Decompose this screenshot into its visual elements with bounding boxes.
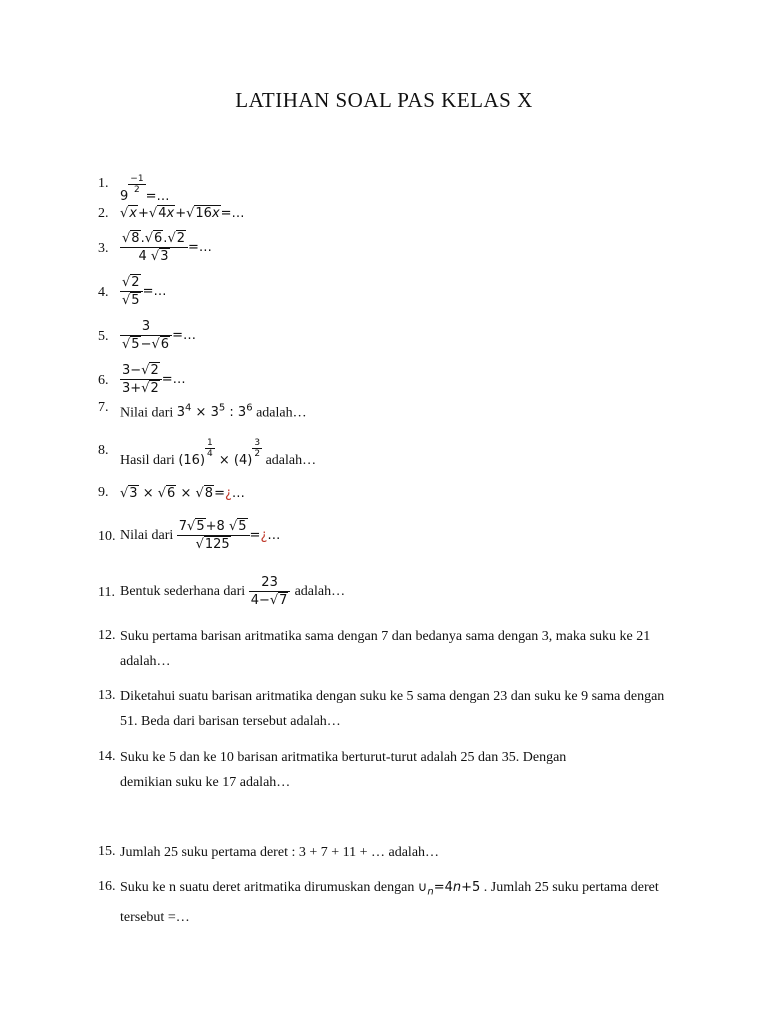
math-numerator: −1 <box>130 174 144 184</box>
sqrt-4x: √4x <box>148 206 175 221</box>
math-numerator: 3−√2 <box>122 363 159 378</box>
question-number: 16. <box>98 879 116 894</box>
question-text: Suku pertama barisan aritmatika sama dengan 7 dan bedanya sama dengan 3, maka suku ke 21 adalah… <box>120 629 651 669</box>
question-number: 13. <box>98 688 116 703</box>
math-expression: $\cup_n=4n+5$ <box>417 880 481 898</box>
math-denominator: √125 <box>177 535 250 553</box>
question-text-tail: . Jumlah 25 suku pertama deret tersebut =… <box>120 880 659 925</box>
fraction <box>120 318 172 353</box>
red-symbol: ¿ <box>224 486 232 501</box>
question-number: 14. <box>98 749 116 764</box>
question-number: 9. <box>98 485 109 500</box>
question-text: Suku ke n suatu deret aritmatika dirumuskan dengan <box>120 880 415 895</box>
question-text: Bentuk sederhana dari <box>120 584 246 599</box>
math-denominator: √5−√6 <box>120 335 172 353</box>
question-text: Suku ke 5 dan ke 10 barisan aritmatika berturut-turut adalah 25 dan 35. Dengan demikian suku ke 17 adalah… <box>120 750 567 790</box>
math-numerator: 23 <box>261 575 278 590</box>
fraction <box>177 518 250 553</box>
question-number: 6. <box>98 373 109 388</box>
question-number: 12. <box>98 628 116 643</box>
question-number: 11. <box>98 585 115 600</box>
question-number: 15. <box>98 844 116 859</box>
math-numerator: √2 <box>122 275 140 290</box>
question-number: 10. <box>98 529 116 544</box>
math-denominator: √5 <box>120 291 143 309</box>
math-tail: =… <box>142 284 167 299</box>
question-text: Hasil dari <box>120 453 175 468</box>
math-denominator: 2 <box>128 184 145 195</box>
fraction <box>120 362 162 397</box>
fraction <box>249 574 291 609</box>
question-text-tail: adalah… <box>265 453 317 468</box>
math-exponent <box>128 174 145 195</box>
question-number: 8. <box>98 443 109 458</box>
question-text: Nilai dari <box>120 528 174 543</box>
question-text-tail: adalah… <box>294 584 346 599</box>
question-number: 3. <box>98 241 109 256</box>
math-tail: =… <box>188 240 212 255</box>
page-title: LATIHAN SOAL PAS KELAS X <box>235 88 533 112</box>
math-denominator: 3+√2 <box>120 379 162 397</box>
math-base: 9 <box>120 189 129 204</box>
fraction <box>120 230 188 265</box>
math-expression: $3^4 \times 3^5$ : $3^6$ <box>176 403 253 421</box>
sqrt-16x: √16x <box>186 206 220 221</box>
sqrt-x: √x <box>120 206 137 221</box>
math-numerator: 7√5+8 √5 <box>178 519 247 534</box>
question-text: Jumlah 25 suku pertama deret : 3 + 7 + 11 + … adalah… <box>120 845 440 860</box>
math-tail: =… <box>172 328 196 343</box>
red-symbol: ¿ <box>260 528 268 543</box>
question-number: 4. <box>98 285 109 300</box>
fraction <box>120 274 143 309</box>
question-text-tail: adalah… <box>256 405 307 421</box>
math-tail: =… <box>161 372 186 387</box>
question-number: 7. <box>98 400 109 415</box>
question-number: 5. <box>98 329 109 344</box>
question-text: Nilai dari <box>120 405 174 421</box>
math-expression: (16) $\frac{1}{4}$ × (4) $\frac{3}{2}$ <box>178 438 261 468</box>
math-numerator: 3 <box>141 319 151 334</box>
math-tail: =… <box>145 189 170 204</box>
math-denominator: 4 √3 <box>120 247 188 265</box>
question-number: 1. <box>98 176 109 191</box>
math-denominator: 4−√7 <box>249 591 291 609</box>
math-numerator: √8.√6.√2 <box>122 231 186 246</box>
math-tail: =… <box>220 206 245 221</box>
question-text: Diketahui suatu barisan aritmatika dengan suku ke 5 sama dengan 23 dan suku ke 9 sama dengan 51. Beda dari barisan tersebut adalah… <box>120 689 665 729</box>
question-number: 2. <box>98 206 109 221</box>
